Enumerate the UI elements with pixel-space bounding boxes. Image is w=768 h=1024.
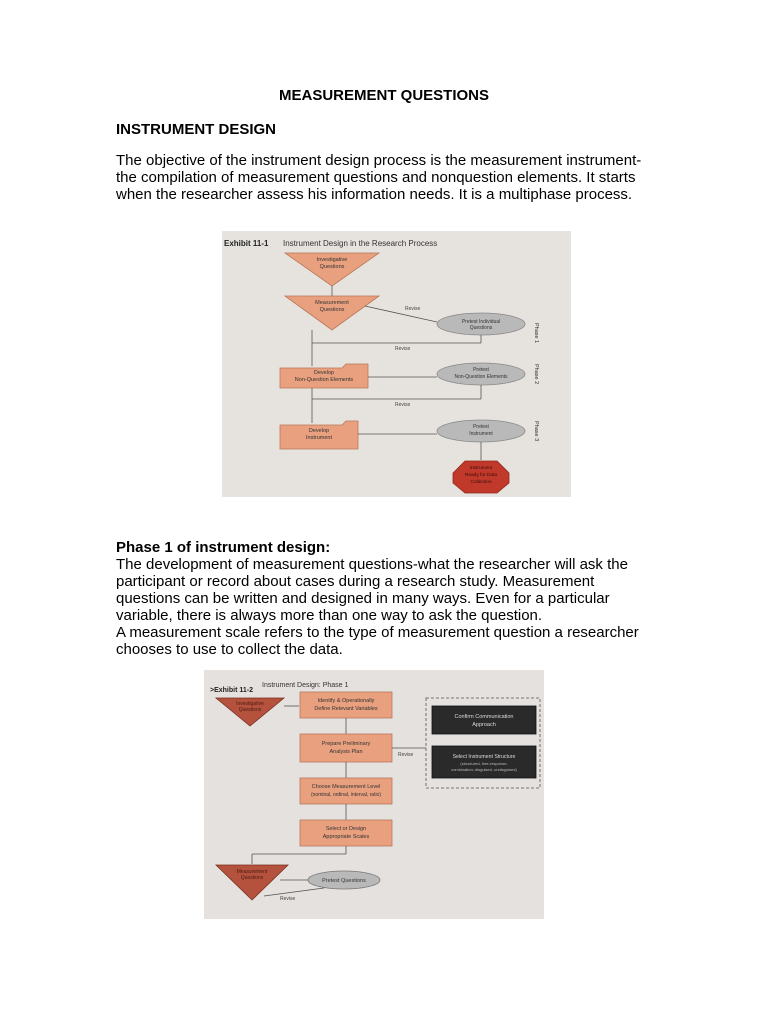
ex2-identify-l1: Identify & Operationally [317,698,375,704]
ex1-pretest-inst-l1: Pretest [473,424,489,430]
identify-variables-shape [300,692,392,718]
ex1-phase2: Phase 2 [533,364,539,385]
ex1-ready-l3: Collection [470,480,492,485]
exhibit-11-2-figure [204,670,544,919]
ex1-develop-inst-l1: Develop [308,428,330,434]
ex1-revise-3: Revise [395,402,411,408]
ex2-choose-l2: (nominal, ordinal, interval, ratio) [310,792,382,798]
scale-paragraph: A measurement scale refers to the type of measurement question a researcher chooses to use to collect the data. [116,624,639,658]
ex2-choose-l1: Choose Measurement Level [311,784,381,790]
exhibit-11-1-figure [222,231,571,497]
ex2-prepare-l1: Prepare Preliminary [321,741,371,747]
exhibit2-title: Instrument Design: Phase 1 [262,682,349,689]
ex1-pretest-ind-l1: Pretest Individual [461,319,501,325]
ex2-investigative-l2: Questions [238,707,262,713]
ex2-select-l2: Appropriate Scales [322,834,370,840]
ex2-prepare-l2: Analysis Plan [329,749,363,755]
ex1-measurement-l2: Questions [319,307,345,313]
prepare-analysis-shape [300,734,392,762]
section-heading: INSTRUMENT DESIGN [116,121,277,138]
choose-level-shape [300,778,392,804]
page-title: MEASUREMENT QUESTIONS [278,87,489,104]
ex2-confirm-l2: Approach [472,722,496,728]
develop-non-question-shape [280,364,368,388]
ex1-pretest-nq-l1: Pretest [473,367,489,373]
ex2-revise-1: Revise [398,752,414,758]
ex1-phase3: Phase 3 [533,421,539,442]
ex1-investigative-l1: Investigative [316,257,348,263]
ex1-ready-l1: Instrument [469,466,493,471]
ex2-measurement-l2: Questions [240,875,264,881]
ex1-revise-2: Revise [395,346,411,352]
ex1-develop-nq-l2: Non-Question Elements [294,377,354,383]
select-scales-shape [300,820,392,846]
ex1-investigative-l2: Questions [319,264,345,270]
ex1-pretest-inst-l2: Instrument [469,431,493,437]
ex1-pretest-ind-l2: Questions [469,325,493,331]
ex1-develop-nq-l1: Develop [313,370,335,376]
ex2-revise-2: Revise [280,896,296,902]
ex1-phase1: Phase 1 [533,323,539,344]
ex2-investigative-l1: Investigative [236,701,264,707]
confirm-communication-shape [432,706,536,734]
phase1-paragraph: The development of measurement questions-what the researcher will ask the participant or record about cases during a research study. Measurement questions can be written and designed in many ways. Even for a particular variable, there is always more than one way to ask the question. [116,556,628,624]
ex2-select-l1: Select or Design [325,826,367,832]
ex1-pretest-nq-l2: Non-Question Elements [454,374,508,380]
intro-paragraph: The objective of the instrument design process is the measurement instrument-the compilation of measurement questions and nonquestion elements. It starts when the researcher assess his information needs. It is a multiphase process. [116,152,642,203]
ex1-measurement-l1: Measurement [315,300,349,306]
ex2-identify-l2: Define Relevant Variables [314,706,378,712]
ex1-ready-l2: Ready for Data [464,473,498,478]
phase1-heading: Phase 1 of instrument design: [116,539,331,556]
ex2-pretest: Pretest Questions [322,878,366,884]
exhibit2-label: >Exhibit 11-2 [210,687,253,694]
ex2-structure-l3: combination; disguised, undisguised) [451,767,517,772]
ex2-confirm-l1: Confirm Communication [454,714,514,720]
ex2-structure-l2: (structured, free-response, [460,761,508,766]
ex2-measurement-l1: Measurement [236,869,268,875]
ex1-revise-1: Revise [405,306,421,312]
phase1-paragraph-block [116,556,661,658]
exhibit1-label: Exhibit 11-1 [224,239,269,248]
exhibit1-title: Instrument Design in the Research Process [283,239,438,248]
ex2-structure-l1: Select Instrument Structure [452,754,516,760]
ex1-develop-inst-l2: Instrument [306,435,332,441]
